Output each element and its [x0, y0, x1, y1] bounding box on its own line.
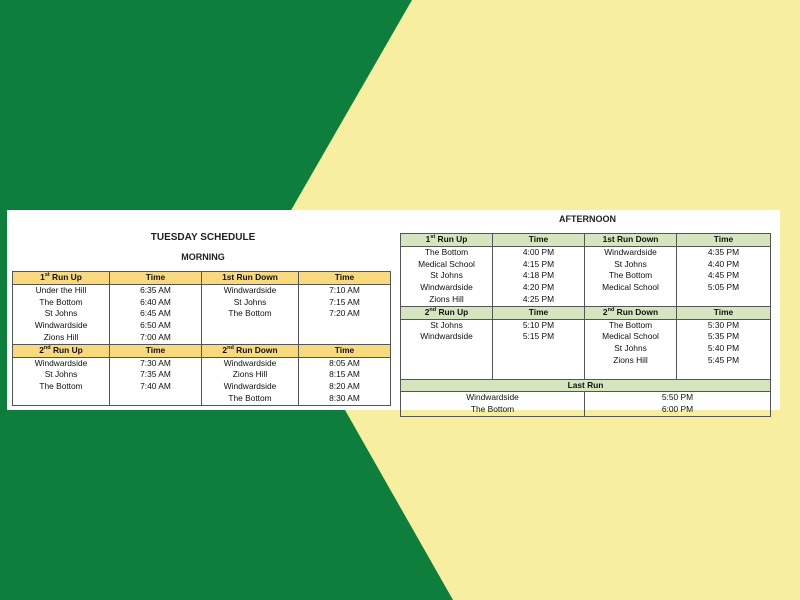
time-cell: 5:15 PM — [493, 331, 585, 343]
time-cell: 7:20 AM — [299, 308, 391, 320]
last-run-header-row — [401, 379, 771, 392]
table-row — [13, 332, 391, 344]
table-row — [13, 284, 391, 296]
header-2nd-run-down: 2nd Run Down — [585, 306, 677, 319]
table-row — [13, 297, 391, 309]
table-row — [401, 404, 771, 416]
stop-cell — [202, 320, 299, 332]
stop-cell — [13, 393, 110, 405]
stop-cell — [401, 355, 493, 367]
table-row — [401, 294, 771, 306]
table-row — [13, 369, 391, 381]
time-cell — [110, 393, 202, 405]
table-row — [401, 392, 771, 404]
stop-cell — [585, 294, 677, 306]
time-cell: 8:05 AM — [299, 357, 391, 369]
table-row — [401, 355, 771, 367]
header-2nd-run-down: 2nd Run Down — [202, 344, 299, 357]
stop-cell: Zions Hill — [202, 369, 299, 381]
afternoon-header-row-2 — [401, 306, 771, 319]
stop-cell: The Bottom — [401, 404, 585, 416]
stop-cell — [585, 367, 677, 379]
time-cell: 6:50 AM — [110, 320, 202, 332]
schedule-title: TUESDAY SCHEDULE — [150, 232, 256, 243]
header-1st-run-up: 1st Run Up — [13, 272, 110, 285]
stop-cell: Zions Hill — [13, 332, 110, 344]
time-cell: 6:35 AM — [110, 284, 202, 296]
time-cell: 4:25 PM — [493, 294, 585, 306]
stop-cell — [401, 367, 493, 379]
table-row — [401, 259, 771, 271]
stop-cell: Medical School — [585, 282, 677, 294]
stop-cell — [202, 332, 299, 344]
table-row — [401, 331, 771, 343]
time-cell: 6:45 AM — [110, 308, 202, 320]
morning-subtitle: MORNING — [181, 252, 225, 262]
header-time: Time — [493, 234, 585, 247]
schedule-panel — [7, 210, 780, 415]
stop-cell — [401, 343, 493, 355]
header-last-run: Last Run — [401, 379, 771, 392]
header-time: Time — [677, 306, 771, 319]
stop-cell: The Bottom — [202, 308, 299, 320]
time-cell: 5:10 PM — [493, 319, 585, 331]
time-cell: 5:30 PM — [677, 319, 771, 331]
time-cell: 4:35 PM — [677, 246, 771, 258]
afternoon-title: AFTERNOON — [559, 214, 616, 224]
morning-header-row-2 — [13, 344, 391, 357]
time-cell: 5:45 PM — [677, 355, 771, 367]
stop-cell: Windwardside — [202, 357, 299, 369]
table-row — [401, 367, 771, 379]
stop-cell: Windwardside — [202, 381, 299, 393]
time-cell: 7:30 AM — [110, 357, 202, 369]
stop-cell: Windwardside — [585, 246, 677, 258]
stop-cell: St Johns — [585, 343, 677, 355]
time-cell: 4:15 PM — [493, 259, 585, 271]
table-row — [401, 319, 771, 331]
time-cell: 8:30 AM — [299, 393, 391, 405]
stop-cell: St Johns — [401, 270, 493, 282]
time-cell: 4:20 PM — [493, 282, 585, 294]
stop-cell: The Bottom — [13, 381, 110, 393]
header-1st-run-up: 1st Run Up — [401, 234, 493, 247]
time-cell — [299, 320, 391, 332]
time-cell — [677, 294, 771, 306]
stop-cell: St Johns — [13, 308, 110, 320]
time-cell — [493, 343, 585, 355]
stop-cell: Windwardside — [401, 282, 493, 294]
stop-cell: Windwardside — [13, 357, 110, 369]
stop-cell: St Johns — [202, 297, 299, 309]
stop-cell: Windwardside — [401, 392, 585, 404]
time-cell: 7:10 AM — [299, 284, 391, 296]
stop-cell: Windwardside — [202, 284, 299, 296]
time-cell: 6:00 PM — [585, 404, 771, 416]
header-2nd-run-up: 2nd Run Up — [401, 306, 493, 319]
table-row — [13, 357, 391, 369]
time-cell: 6:40 AM — [110, 297, 202, 309]
stop-cell: St Johns — [585, 259, 677, 271]
morning-table — [12, 271, 391, 406]
time-cell: 7:35 AM — [110, 369, 202, 381]
table-row — [13, 393, 391, 405]
time-cell: 5:40 PM — [677, 343, 771, 355]
table-row — [13, 320, 391, 332]
stop-cell: St Johns — [401, 319, 493, 331]
time-cell: 4:00 PM — [493, 246, 585, 258]
time-cell: 5:50 PM — [585, 392, 771, 404]
stop-cell: The Bottom — [585, 270, 677, 282]
table-row — [13, 381, 391, 393]
stop-cell: Zions Hill — [401, 294, 493, 306]
stop-cell: Under the Hill — [13, 284, 110, 296]
table-row — [401, 343, 771, 355]
time-cell — [677, 367, 771, 379]
stop-cell: The Bottom — [401, 246, 493, 258]
time-cell — [493, 367, 585, 379]
time-cell: 7:00 AM — [110, 332, 202, 344]
table-row — [401, 246, 771, 258]
table-row — [401, 270, 771, 282]
stop-cell: St Johns — [13, 369, 110, 381]
afternoon-table — [400, 233, 771, 417]
time-cell — [299, 332, 391, 344]
header-2nd-run-up: 2nd Run Up — [13, 344, 110, 357]
stop-cell: The Bottom — [13, 297, 110, 309]
afternoon-header-row-1 — [401, 234, 771, 247]
table-row — [401, 282, 771, 294]
header-time: Time — [110, 272, 202, 285]
time-cell: 8:15 AM — [299, 369, 391, 381]
stop-cell: Windwardside — [13, 320, 110, 332]
header-time: Time — [493, 306, 585, 319]
header-time: Time — [299, 344, 391, 357]
time-cell: 7:15 AM — [299, 297, 391, 309]
stop-cell: The Bottom — [202, 393, 299, 405]
stop-cell: Windwardside — [401, 331, 493, 343]
stop-cell: Medical School — [585, 331, 677, 343]
header-time: Time — [110, 344, 202, 357]
header-time: Time — [299, 272, 391, 285]
time-cell: 4:40 PM — [677, 259, 771, 271]
time-cell: 4:18 PM — [493, 270, 585, 282]
time-cell: 5:05 PM — [677, 282, 771, 294]
time-cell: 7:40 AM — [110, 381, 202, 393]
header-1st-run-down: 1st Run Down — [585, 234, 677, 247]
table-row — [13, 308, 391, 320]
stop-cell: Medical School — [401, 259, 493, 271]
time-cell — [493, 355, 585, 367]
time-cell: 4:45 PM — [677, 270, 771, 282]
time-cell: 8:20 AM — [299, 381, 391, 393]
stop-cell: Zions Hill — [585, 355, 677, 367]
header-1st-run-down: 1st Run Down — [202, 272, 299, 285]
header-time: Time — [677, 234, 771, 247]
stop-cell: The Bottom — [585, 319, 677, 331]
time-cell: 5:35 PM — [677, 331, 771, 343]
morning-header-row-1 — [13, 272, 391, 285]
